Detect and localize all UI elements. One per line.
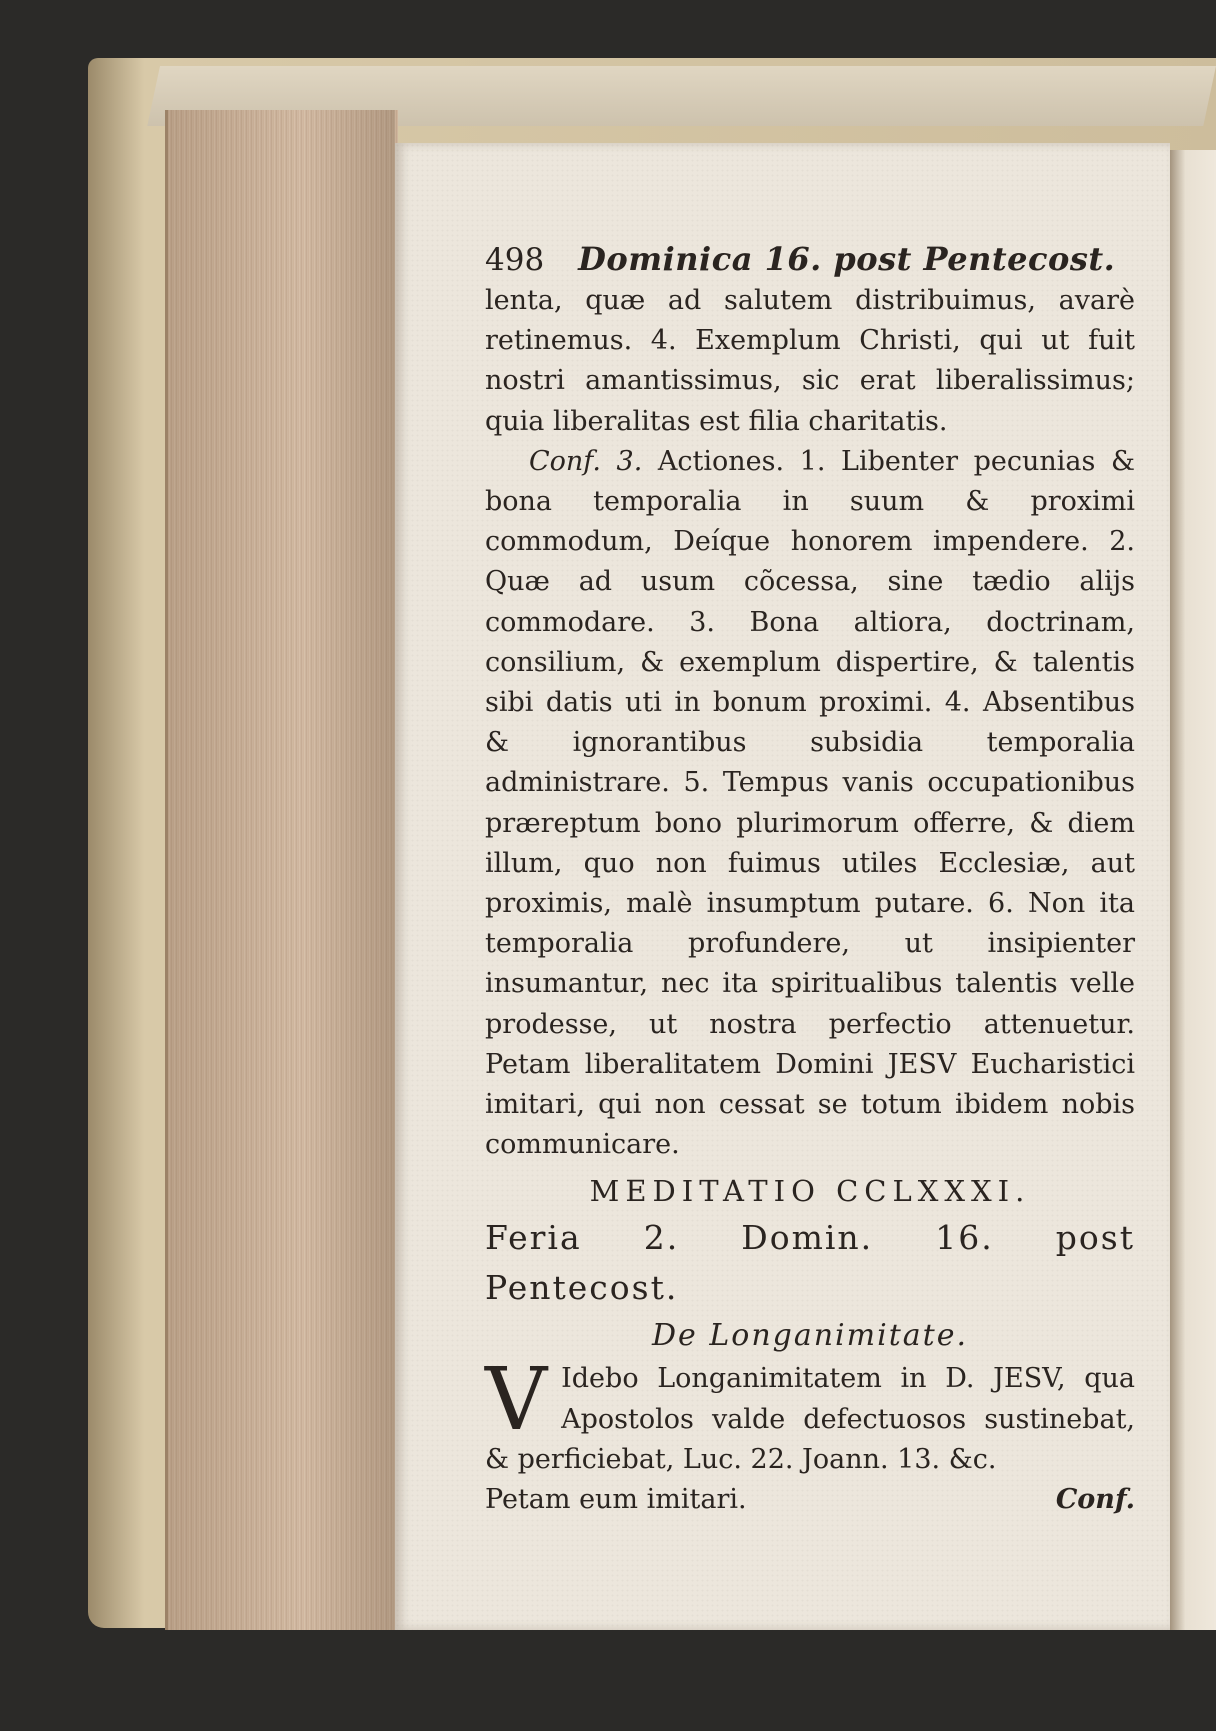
fore-edge-shading (165, 110, 395, 1630)
page-text-block (485, 238, 1135, 1520)
paragraph-3-last: Petam eum imitari. (485, 1484, 747, 1516)
book-page (395, 143, 1170, 1630)
meditation-subtitle: De Longanimitate. (652, 1318, 968, 1354)
paragraph-1: lenta, quæ ad salutem distribuimus, avarè retinemus. 4. Exemplum Christi, qui ut fuit nostri amantissimus, sic erat liberalissimus; quia liberalitas est filia charitatis. (485, 285, 1135, 437)
running-title: Dominica 16. post Pentecost. (578, 240, 1116, 278)
paragraph-3-body: Idebo Longanimitatem in D. JESV, qua Apostolos valde defectuosos sustinebat, & perficiebat, Luc. 22. Joann. 13. &c. (485, 1363, 1135, 1475)
drop-cap: V (485, 1350, 548, 1451)
paragraph-3 (485, 1350, 1135, 1520)
paragraph-2-body: Actiones. 1. Libenter pecunias & bona temporalia in suum & proximi commodum, Deíque honorem impendere. 2. Quæ ad usum cõcessa, sine tædio alijs commodare. 3. Bona altiora, doctrinam, consilium, & exemplum dispertire, & talentis sibi datis uti in bonum proximi. 4. Absentibus & ignorantibus subsidia temporalia administrare. 5. Tempus vanis occupationibus præreptum bono plurimorum offerre, & diem illum, quo non fuimus utiles Ecclesiæ, aut proximis, malè insumptum putare. 6. Non ita temporalia profundere, ut insipienter insumantur, nec ita spiritualibus talentis velle prodesse, ut nostra perfectio attenuetur. Petam liberalitatem Domini JESV Eucharistici imitari, qui non cessat se totum ibidem nobis communicare. (485, 445, 1135, 1161)
facing-page-edge (1165, 150, 1216, 1630)
feria-title: Feria 2. Domin. 16. post Pentecost. (485, 1218, 1135, 1308)
page-number: 498 (485, 242, 545, 278)
page-header (485, 238, 1135, 281)
meditation-title: MEDITATIO CCLXXXI. (589, 1174, 1031, 1209)
last-line (485, 1480, 1135, 1520)
paragraph-2 (485, 442, 1135, 1166)
catchword: Conf. (1055, 1484, 1135, 1516)
conf-label: Conf. 3. (529, 445, 643, 477)
